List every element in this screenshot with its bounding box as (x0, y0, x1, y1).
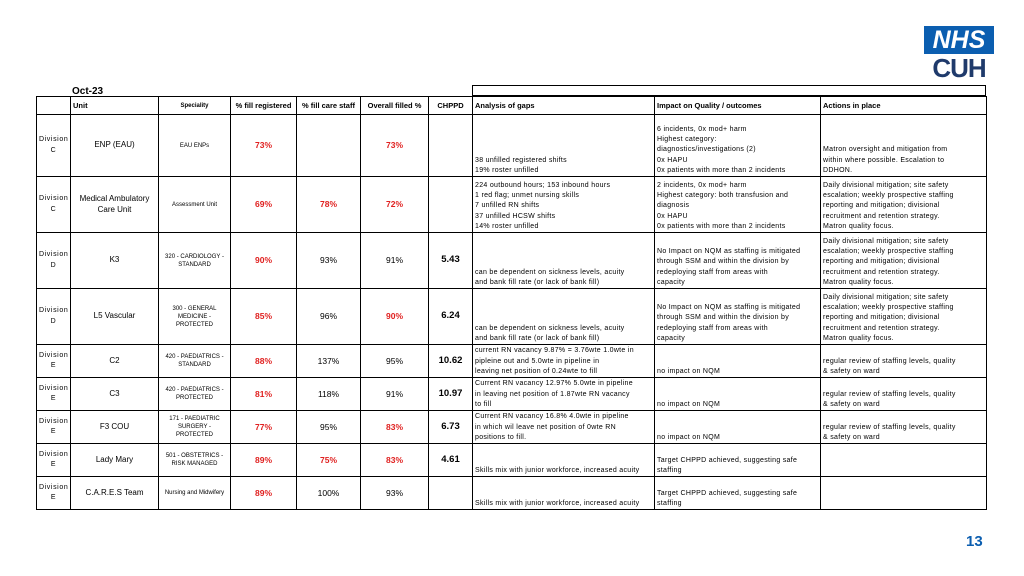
fill-registered-cell: 89% (231, 477, 297, 510)
speciality-cell: Nursing and Midwifery (159, 477, 231, 510)
header-top-border (472, 85, 986, 96)
fill-care-cell: 75% (297, 444, 361, 477)
impact-line: Target CHPPD achieved, suggesting safe (657, 456, 798, 464)
division-cell: Division D (37, 233, 71, 289)
speciality-cell: 420 - PAEDIATRICS - STANDARD (159, 345, 231, 378)
fill-registered-cell: 89% (231, 444, 297, 477)
impact-line: 2 incidents, 0x mod+ harm (657, 181, 747, 189)
impact-line: No Impact on NQM as staffing is mitigated (657, 304, 801, 312)
actions-line: DDHON. (823, 166, 853, 174)
overall-filled-cell: 83% (361, 444, 429, 477)
fill-care-cell (297, 115, 361, 177)
fill-care-cell: 137% (297, 345, 361, 378)
chppd-cell (429, 177, 473, 233)
header-impact: Impact on Quality / outcomes (655, 97, 821, 115)
actions-line: Matron quality focus. (823, 334, 894, 342)
unit-cell: C3 (71, 378, 159, 411)
impact-line: Target CHPPD achieved, suggesting safe (657, 489, 798, 497)
gaps-line: Skills mix with junior workforce, increased acuity (475, 499, 640, 507)
actions-line: reporting and mitigation; divisional (823, 202, 940, 210)
unit-cell: ENP (EAU) (71, 115, 159, 177)
table-row (37, 411, 987, 444)
impact-line: diagnosis (657, 202, 690, 210)
unit-cell: C2 (71, 345, 159, 378)
actions-line: Daily divisional mitigation; site safety (823, 237, 949, 245)
actions-line: & safety on ward (823, 400, 880, 408)
page-number: 13 (966, 533, 983, 550)
speciality-cell: 501 - OBSTETRICS - RISK MANAGED (159, 444, 231, 477)
actions-line: reporting and mitigation; divisional (823, 314, 940, 322)
table-row (37, 115, 987, 177)
division-cell: Division E (37, 378, 71, 411)
overall-filled-cell: 95% (361, 345, 429, 378)
overall-filled-cell: 91% (361, 233, 429, 289)
impact-line: staffing (657, 466, 682, 474)
gaps-line: 38 unfilled registered shifts (475, 156, 567, 164)
gaps-line: to fill (475, 400, 492, 408)
fill-care-cell: 100% (297, 477, 361, 510)
actions-line: recruitment and retention strategy. (823, 268, 940, 276)
impact-cell (655, 378, 821, 411)
actions-cell (821, 345, 987, 378)
impact-line: capacity (657, 334, 686, 342)
speciality-cell: 171 - PAEDIATRIC SURGERY - PROTECTED (159, 411, 231, 444)
gaps-cell (473, 177, 655, 233)
chppd-cell: 5.43 (429, 233, 473, 289)
actions-cell (821, 444, 987, 477)
fill-care-cell: 96% (297, 289, 361, 345)
actions-line: within where possible. Escalation to (823, 156, 945, 164)
division-cell: Division C (37, 115, 71, 177)
table-row (37, 289, 987, 345)
gaps-line: Skills mix with junior workforce, increased acuity (475, 466, 640, 474)
actions-line: regular review of staffing levels, quality (823, 357, 956, 365)
table-row (37, 345, 987, 378)
impact-line: diagnostics/investigations (2) (657, 146, 756, 154)
report-month: Oct-23 (72, 86, 104, 97)
actions-line: Daily divisional mitigation; site safety (823, 293, 949, 301)
fill-registered-cell: 69% (231, 177, 297, 233)
impact-line: 0x patients with more than 2 incidents (657, 166, 786, 174)
actions-cell (821, 115, 987, 177)
unit-cell: K3 (71, 233, 159, 289)
gaps-cell (473, 289, 655, 345)
impact-line: through SSM and within the division by (657, 314, 790, 322)
impact-line: through SSM and within the division by (657, 258, 790, 266)
impact-cell (655, 477, 821, 510)
division-cell: Division E (37, 477, 71, 510)
gaps-line: 37 unfilled HCSW shifts (475, 212, 556, 220)
gaps-cell (473, 378, 655, 411)
header-division (37, 97, 71, 115)
header-unit: Unit (71, 97, 159, 115)
gaps-line: Current RN vacancy 16.8% 4.0wte in pipeline (475, 413, 629, 421)
impact-cell (655, 411, 821, 444)
fill-registered-cell: 73% (231, 115, 297, 177)
impact-line: No Impact on NQM as staffing is mitigated (657, 248, 801, 256)
division-cell: Division E (37, 444, 71, 477)
actions-line: Matron oversight and mitigation from (823, 146, 948, 154)
division-cell: Division D (37, 289, 71, 345)
overall-filled-cell: 91% (361, 378, 429, 411)
impact-line: no impact on NQM (657, 400, 721, 408)
fill-registered-cell: 85% (231, 289, 297, 345)
actions-line: escalation; weekly prospective staffing (823, 248, 954, 256)
gaps-line: can be dependent on sickness levels, acuity (475, 268, 625, 276)
impact-cell (655, 444, 821, 477)
actions-cell (821, 378, 987, 411)
chppd-cell: 10.97 (429, 378, 473, 411)
overall-filled-cell: 93% (361, 477, 429, 510)
gaps-line: current RN vacancy 9.87% = 3.76wte 1.0wte in (475, 347, 634, 355)
gaps-cell (473, 233, 655, 289)
gaps-line: 7 unfilled RN shifts (475, 202, 540, 210)
fill-care-cell: 118% (297, 378, 361, 411)
chppd-cell: 6.73 (429, 411, 473, 444)
impact-cell (655, 345, 821, 378)
overall-filled-cell: 90% (361, 289, 429, 345)
speciality-cell: Assessment Unit (159, 177, 231, 233)
overall-filled-cell: 73% (361, 115, 429, 177)
speciality-cell: 420 - PAEDIATRICS - PROTECTED (159, 378, 231, 411)
header-speciality: Speciality (159, 97, 231, 115)
division-cell: Division E (37, 345, 71, 378)
actions-line: reporting and mitigation; divisional (823, 258, 940, 266)
impact-line: no impact on NQM (657, 367, 721, 375)
impact-line: 0x HAPU (657, 156, 688, 164)
actions-line: regular review of staffing levels, quality (823, 423, 956, 431)
chppd-cell: 10.62 (429, 345, 473, 378)
actions-line: & safety on ward (823, 433, 880, 441)
header-fill-registered: % fill registered (231, 97, 297, 115)
impact-line: 6 incidents, 0x mod+ harm (657, 125, 747, 133)
gaps-line: 1 red flag; unmet nursing skills (475, 192, 580, 200)
staffing-table (36, 96, 987, 510)
impact-cell (655, 115, 821, 177)
header-row (37, 97, 987, 115)
actions-line: Daily divisional mitigation; site safety (823, 181, 949, 189)
impact-cell (655, 233, 821, 289)
chppd-cell (429, 477, 473, 510)
impact-cell (655, 289, 821, 345)
unit-cell: C.A.R.E.S Team (71, 477, 159, 510)
nhs-logo-text: NHS (924, 26, 994, 54)
unit-cell: Lady Mary (71, 444, 159, 477)
fill-care-cell: 78% (297, 177, 361, 233)
actions-line: regular review of staffing levels, quality (823, 390, 956, 398)
chppd-cell: 4.61 (429, 444, 473, 477)
table-row (37, 378, 987, 411)
speciality-cell: 300 - GENERAL MEDICINE - PROTECTED (159, 289, 231, 345)
header-overall: Overall filled % (361, 97, 429, 115)
unit-cell: L5 Vascular (71, 289, 159, 345)
actions-cell (821, 289, 987, 345)
impact-line: capacity (657, 278, 686, 286)
gaps-line: and bank fill rate (or lack of bank fill) (475, 334, 600, 342)
impact-line: redeploying staff from areas with (657, 324, 768, 332)
gaps-line: positions to fill. (475, 433, 527, 441)
header-fill-care: % fill care staff (297, 97, 361, 115)
gaps-line: can be dependent on sickness levels, acuity (475, 324, 625, 332)
speciality-cell: 320 - CARDIOLOGY - STANDARD (159, 233, 231, 289)
impact-line: no impact on NQM (657, 433, 721, 441)
fill-registered-cell: 88% (231, 345, 297, 378)
impact-line: Highest category: (657, 136, 717, 144)
impact-line: Highest category: both transfusion and (657, 192, 789, 200)
speciality-cell: EAU ENPs (159, 115, 231, 177)
chppd-cell (429, 115, 473, 177)
header-gaps: Analysis of gaps (473, 97, 655, 115)
division-cell: Division E (37, 411, 71, 444)
overall-filled-cell: 72% (361, 177, 429, 233)
table-row (37, 444, 987, 477)
fill-care-cell: 95% (297, 411, 361, 444)
gaps-line: Current RN vacancy 12.97% 5.0wte in pipeline (475, 380, 633, 388)
table-row (37, 477, 987, 510)
chppd-cell: 6.24 (429, 289, 473, 345)
unit-cell: Medical Ambulatory Care Unit (71, 177, 159, 233)
actions-line: escalation; weekly prospective staffing (823, 304, 954, 312)
gaps-line: and bank fill rate (or lack of bank fill) (475, 278, 600, 286)
actions-line: Matron quality focus. (823, 278, 894, 286)
fill-registered-cell: 90% (231, 233, 297, 289)
overall-filled-cell: 83% (361, 411, 429, 444)
impact-line: redeploying staff from areas with (657, 268, 768, 276)
fill-registered-cell: 77% (231, 411, 297, 444)
actions-cell (821, 411, 987, 444)
actions-cell (821, 477, 987, 510)
fill-care-cell: 93% (297, 233, 361, 289)
impact-cell (655, 177, 821, 233)
gaps-line: 14% roster unfilled (475, 222, 539, 230)
impact-line: staffing (657, 499, 682, 507)
gaps-line: pipleine out and 5.0wte in pipeline in (475, 357, 600, 365)
actions-cell (821, 233, 987, 289)
actions-line: recruitment and retention strategy. (823, 324, 940, 332)
gaps-cell (473, 444, 655, 477)
division-cell: Division C (37, 177, 71, 233)
impact-line: 0x patients with more than 2 incidents (657, 222, 786, 230)
gaps-line: leaving net position of 0.24wte to fill (475, 367, 598, 375)
gaps-cell (473, 411, 655, 444)
fill-registered-cell: 81% (231, 378, 297, 411)
table-row (37, 233, 987, 289)
actions-line: escalation; weekly prospective staffing (823, 192, 954, 200)
gaps-line: 224 outbound hours; 153 inbound hours (475, 181, 611, 189)
actions-line: recruitment and retention strategy. (823, 212, 940, 220)
gaps-cell (473, 115, 655, 177)
nhs-cuh-logo (924, 26, 994, 82)
header-actions: Actions in place (821, 97, 987, 115)
table-row (37, 177, 987, 233)
header-chppd: CHPPD (429, 97, 473, 115)
actions-line: & safety on ward (823, 367, 880, 375)
unit-cell: F3 COU (71, 411, 159, 444)
gaps-line: in leaving net position of 1.87wte RN vacancy (475, 390, 630, 398)
actions-line: Matron quality focus. (823, 222, 894, 230)
impact-line: 0x HAPU (657, 212, 688, 220)
gaps-cell (473, 345, 655, 378)
gaps-line: in which wil leave net position of 0wte RN (475, 423, 616, 431)
cuh-logo-text: CUH (932, 53, 986, 83)
actions-cell (821, 177, 987, 233)
gaps-line: 19% roster unfilled (475, 166, 539, 174)
gaps-cell (473, 477, 655, 510)
